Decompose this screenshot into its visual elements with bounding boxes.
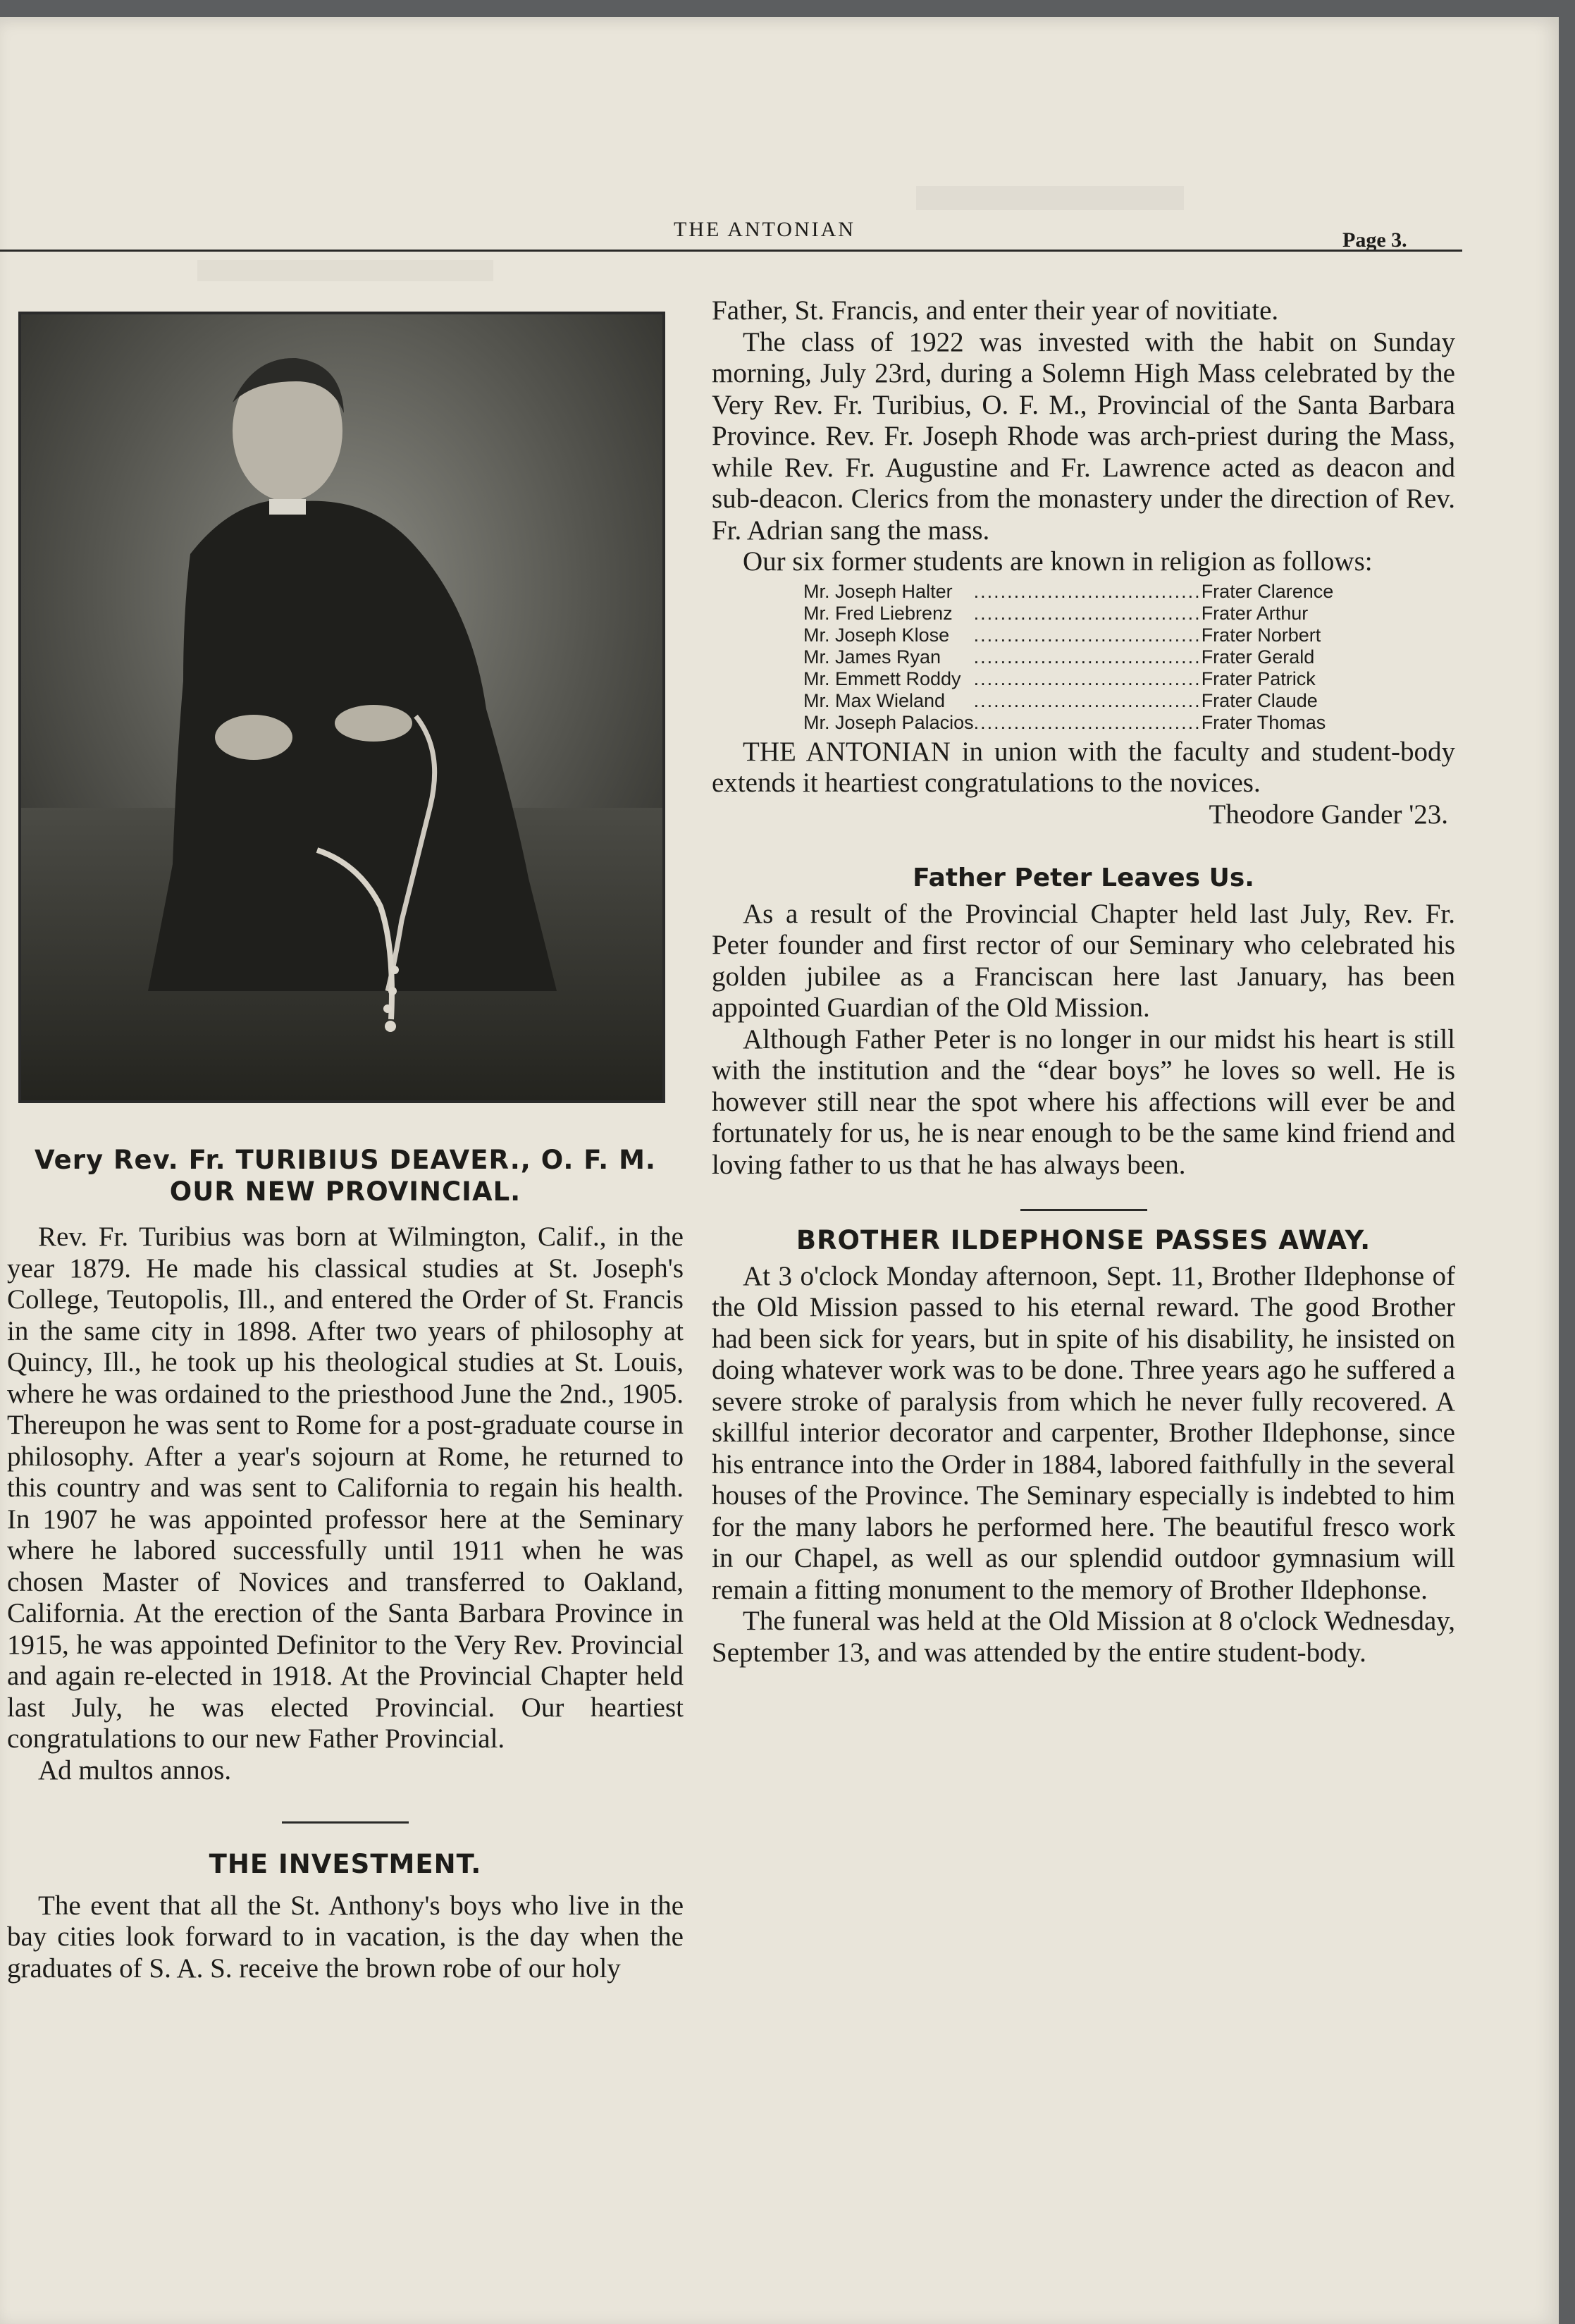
leader-dots: .................................. xyxy=(973,689,1202,711)
page-number: Page 3. xyxy=(1342,228,1407,252)
religious-name: Frater Clarence xyxy=(1201,580,1334,602)
investment-title: THE INVESTMENT. xyxy=(209,1849,482,1879)
novice-row xyxy=(803,581,1333,603)
novice-row xyxy=(803,603,1333,625)
religious-name: Frater Thomas xyxy=(1201,711,1326,733)
ildephonse-title: BROTHER ILDEPHONSE PASSES AWAY. xyxy=(796,1225,1371,1255)
leader-dots: .................................. xyxy=(973,668,1202,689)
provincial-body: Rev. Fr. Turibius was born at Wilmington, Calif., in the year 1879. He made his classical studies at St. Joseph's College, Teutopolis, Ill., and entered the Order of St. Francis in the same city in 1898. After two years of philosophy at Quincy, Ill., he took up his theological studies at St. Louis, where he was ordained to the priesthood June the 2nd., 1905. Thereupon he was sent to Rome for a post-graduate course in philosophy. After a year's sojourn at Rome, he returned to this country and was sent to California to regain his health. In 1907 he was appointed professor here at the Seminary where he labored successfully until 1911 when he was chosen Master of Novices and transferred to Oakland, California. At the erection of the Santa Barbara Province in 1915, he was appointed Definitor to the Very Rev. Provincial and again re-elected in 1918. At the Provincial Chapter held last July, he was elected Provincial. Our heartiest congratulations to our new Father Provincial. xyxy=(7,1222,684,1754)
provincial-subtitle: OUR NEW PROVINCIAL. xyxy=(169,1176,521,1207)
section-divider xyxy=(1020,1209,1147,1211)
investment-para4: THE ANTONIAN in union with the faculty and student-body extends it heartiest congratulations to the novices. xyxy=(712,736,1455,798)
section-divider xyxy=(282,1821,409,1824)
leader-dots: .................................. xyxy=(973,624,1202,646)
newspaper-page xyxy=(0,17,1559,2324)
running-head: THE ANTONIAN xyxy=(674,218,856,241)
peter-para1: As a result of the Provincial Chapter held last July, Rev. Fr. Peter founder and first rector of our Seminary who celebrated his golden jubilee as a Franciscan here last January, has been appointed Guardian of the Old Mission. xyxy=(712,898,1455,1023)
peter-title: Father Peter Leaves Us. xyxy=(913,863,1254,892)
bleed-through-shadow xyxy=(197,260,493,281)
header-rule xyxy=(0,250,1462,252)
novice-names-table xyxy=(803,581,1333,734)
leader-dots: .................................. xyxy=(973,711,1202,733)
portrait-photo xyxy=(18,312,665,1103)
religious-name: Frater Gerald xyxy=(1201,646,1315,668)
bleed-through-shadow xyxy=(916,186,1184,210)
former-name: Mr. Fred Liebrenz xyxy=(803,602,953,624)
provincial-title: Very Rev. Fr. TURIBIUS DEAVER., O. F. M. xyxy=(35,1145,656,1175)
leader-dots: .................................. xyxy=(973,580,1202,602)
religious-name: Frater Norbert xyxy=(1201,624,1321,646)
ildephonse-para1: At 3 o'clock Monday afternoon, Sept. 11, Brother Ildephonse of the Old Mission passed to his eternal reward. The good Brother had been sick for years, but in spite of his disability, he insisted on doing whatever work was to be done. Three years ago he suffered a severe stroke of paralysis from which he never fully recovered. A skillful interior decorator and carpenter, Brother Ildephonse, since his entrance into the Order in 1884, labored faithfully in the several houses of the Province. The Seminary especially is indebted to him for the many labors he performed here. The beautiful fresco work in our Chapel, as well as our splendid outdoor gymnasium will remain a fitting monument to the memory of Brother Ildephonse. xyxy=(712,1260,1455,1605)
novice-row xyxy=(803,646,1333,668)
novice-row xyxy=(803,625,1333,646)
peter-para2: Although Father Peter is no longer in our midst his heart is still with the institution and the “dear boys” he loves so well. He is however still near the spot where his affections will ever be and fortunately for us, he is near enough to be the same kind friend and loving father to us that he has always been. xyxy=(712,1023,1455,1180)
religious-name: Frater Patrick xyxy=(1201,668,1316,689)
investment-para2: The class of 1922 was invested with the habit on Sunday morning, July 23rd, during a Solemn High Mass celebrated by the Very Rev. Fr. Turibius, O. F. M., Provincial of the Santa Barbara Province. Rev. Fr. Joseph Rhode was arch-priest during the Mass, while Rev. Fr. Augustine and Fr. Lawrence acted as deacon and sub-deacon. Clerics from the monastery under the direction of Rev. Fr. Adrian sang the mass. xyxy=(712,326,1455,546)
former-name: Mr. James Ryan xyxy=(803,646,941,668)
leader-dots: .................................. xyxy=(973,646,1202,668)
left-column xyxy=(7,1145,684,1984)
former-name: Mr. Joseph Klose xyxy=(803,624,950,646)
former-name: Mr. Max Wieland xyxy=(803,689,946,711)
religious-name: Frater Claude xyxy=(1201,689,1318,711)
investment-body-cont: Father, St. Francis, and enter their year of novitiate. xyxy=(712,295,1279,326)
investment-body-start: The event that all the St. Anthony's boys who live in the bay cities look forward to in vacation, is the day when the graduates of S. A. S. receive the brown robe of our holy xyxy=(7,1890,684,1984)
novice-row xyxy=(803,690,1333,712)
novice-row xyxy=(803,712,1333,734)
former-name: Mr. Emmett Roddy xyxy=(803,668,961,689)
right-column xyxy=(712,295,1455,1668)
portrait-image xyxy=(21,314,662,1100)
investment-para3: Our six former students are known in religion as follows: xyxy=(743,546,1373,577)
investment-signature: Theodore Gander '23. xyxy=(1209,799,1448,830)
leader-dots: .................................. xyxy=(973,602,1202,624)
novice-row xyxy=(803,668,1333,690)
provincial-closing: Ad multos annos. xyxy=(38,1754,232,1785)
former-name: Mr. Joseph Halter xyxy=(803,580,953,602)
ildephonse-para2: The funeral was held at the Old Mission at 8 o'clock Wednesday, September 13, and was attended by the entire student-body. xyxy=(712,1606,1455,1668)
former-name: Mr. Joseph Palacios xyxy=(803,711,974,733)
religious-name: Frater Arthur xyxy=(1201,602,1309,624)
